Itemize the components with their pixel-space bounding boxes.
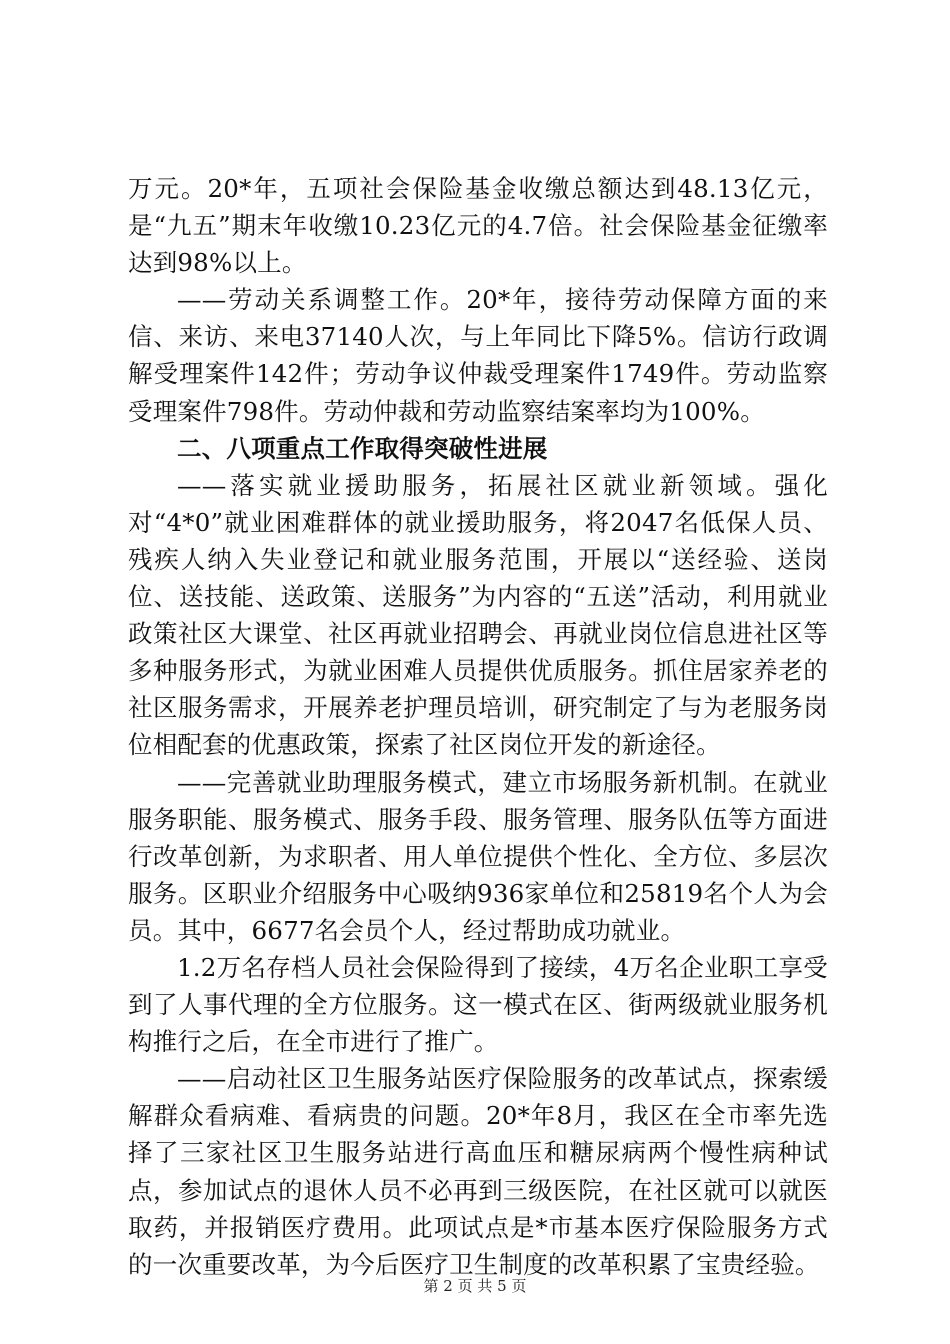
paragraph-employment-service-model: ——完善就业助理服务模式，建立市场服务新机制。在就业服务职能、服务模式、服务手段、服务管理、服务队伍等方面进行改革创新，为求职者、用人单位提供个性化、全方位、多层次服务。区职业介绍服务中心吸纳936家单位和25819名个人为会员。其中，6677名会员个人，经过帮助成功就业。 <box>128 767 828 945</box>
paragraph-medical-insurance-pilot: ——启动社区卫生服务站医疗保险服务的改革试点，探索缓解群众看病难、看病贵的问题。20*年8月，我区在全市率先选择了三家社区卫生服务站进行高血压和糖尿病两个慢性病种试点，参加试点的退休人员不必再到三级医院，在社区就可以就医取药，并报销医疗费用。此项试点是*市基本医疗保险服务方式的一次重要改革，为今后医疗卫生制度的改革积累了宝贵经验。 <box>128 1064 828 1279</box>
page-footer: 第 2 页 共 5 页 <box>423 1277 527 1295</box>
section-heading: 二、八项重点工作取得突破性进展 <box>177 433 548 463</box>
paragraph-employment-assistance: ——落实就业援助服务，拓展社区就业新领域。强化对“4*0”就业困难群体的就业援助服务，将2047名低保人员、残疾人纳入失业登记和就业服务范围，开展以“送经验、送岗位、送技能、送政策、送服务”为内容的“五送”活动，利用就业政策社区大课堂、社区再就业招聘会、再就业岗位信息进社区等多种服务形式，为就业困难人员提供优质服务。抓住居家养老的社区服务需求，开展养老护理员培训，研究制定了与为老服务岗位相配套的优惠政策，探索了社区岗位开发的新途径。 <box>128 470 828 760</box>
document-body <box>128 170 828 1283</box>
paragraph-continuation: 万元。20*年，五项社会保险基金收缴总额达到48.13亿元，是“九五”期末年收缴10.23亿元的4.7倍。社会保险基金征缴率达到98%以上。 <box>128 174 828 278</box>
paragraph-labor-relations: ——劳动关系调整工作。20*年，接待劳动保障方面的来信、来访、来电37140人次，与上年同比下降5%。信访行政调解受理案件142件；劳动争议仲裁受理案件1749件。劳动监察受理案件798件。劳动仲裁和劳动监察结案率均为100%。 <box>128 285 828 426</box>
paragraph-social-insurance-continuation: 1.2万名存档人员社会保险得到了接续，4万名企业职工享受到了人事代理的全方位服务。这一模式在区、街两级就业服务机构推行之后，在全市进行了推广。 <box>128 952 828 1057</box>
